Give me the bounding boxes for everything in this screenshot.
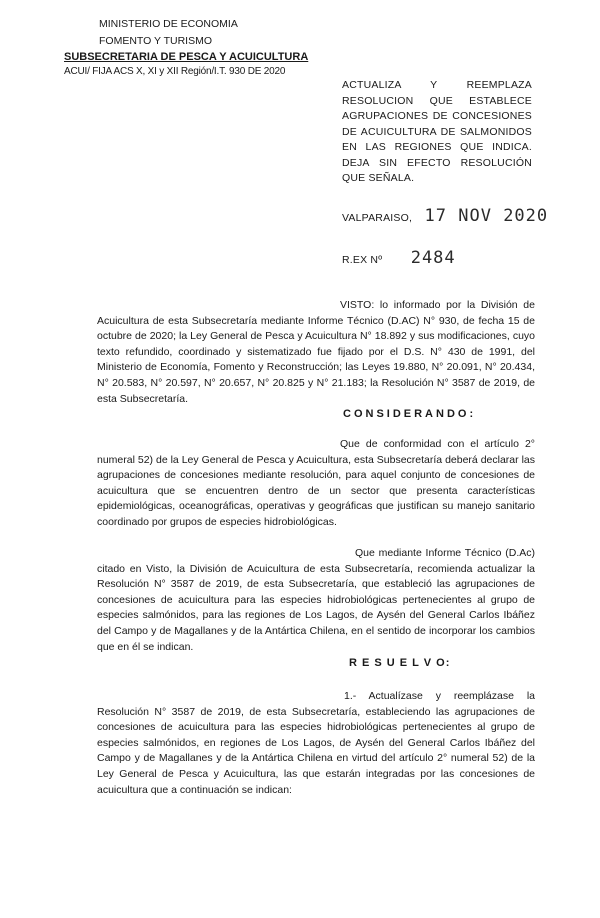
resuelvo-heading: R E S U E L V O:	[349, 657, 451, 669]
document-reference: ACUI/ FIJA ACS X, XI y XII Región/I.T. 930 DE 2020	[64, 66, 286, 77]
considerando-heading: CONSIDERANDO:	[343, 408, 477, 420]
subsecretaria-name: SUBSECRETARIA DE PESCA Y ACUICULTURA	[64, 51, 309, 63]
ministry-name: MINISTERIO DE ECONOMIA	[99, 18, 238, 30]
ministry-subtitle: FOMENTO Y TURISMO	[99, 35, 212, 47]
resolution-title: ACTUALIZA Y REEMPLAZA RESOLUCION QUE ESTABLECE AGRUPACIONES DE CONCESIONES DE ACUICULTURA DE SALMONIDOS EN LAS REGIONES QUE INDICA. DEJA SIN EFECTO RESOLUCIÓN QUE SEÑALA.	[342, 79, 532, 184]
resuelvo-item-1: 1.- Actualízase y reemplázase la Resolución N° 3587 de 2019, de esta Subsecretaría, estableciendo las agrupaciones de concesiones de acuicultura para las especies hidrobiológicas pertenecientes al grupo de especies salmónidos, en regiones de Los Lagos, de Aysén del General Carlos Ibáñez del Campo y de Magallanes y de la Antártica Chilena en virtud del artículo 2° numeral 52) de la Ley General de Pesca y Acuicultura, las que estarán integradas por las concesiones de acuicultura que a continuación se indican:	[97, 690, 535, 796]
rex-label: R.EX Nº	[342, 254, 383, 266]
rex-number: 2484	[410, 248, 456, 268]
considerando-paragraph-1: Que de conformidad con el artículo 2° numeral 52) de la Ley General de Pesca y Acuicultura, esta Subsecretaría deberá declarar las agrupaciones de concesiones mediante resolución, para aquel conjunto de concesiones de acuicultura que se encuentren dentro de un sector que presenta características epidemiológicas, oceanográficas, operativas y geográficas que justifican su manejo sanitario coordinado por grupos de especies hidrobiológicas.	[97, 438, 535, 528]
considerando-paragraph-2: Que mediante Informe Técnico (D.Ac) citado en Visto, la División de Acuicultura de esta Subsecretaría, recomienda actualizar la Resolución N° 3587 de 2019, de esta Subsecretaría, que estableció las agrupaciones de concesiones de acuicultura para las especies hidrobiológicas pertenecientes al grupo de especies salmónidos, para las regiones de Los Lagos, de Aysén del General Carlos Ibáñez del Campo y de Magallanes y de la Antártica Chilena, en el sentido de incorporar los cambios que en él se indican.	[97, 547, 535, 653]
date-line	[342, 206, 548, 226]
visto-text: lo informado por la División de Acuicultura de esta Subsecretaría mediante Informe Técnico (D.AC) N° 930, de fecha 15 de octubre de 2020; la Ley General de Pesca y Acuicultura N° 18.892 y sus modificaciones, cuyo texto refundido, coordinado y sistematizado fue fijado por el D.S. N° 430 de 1991, del Ministerio de Economía, Fomento y Reconstrucción; las Leyes 19.880, N° 20.091, N° 20.434, N° 20.583, N° 20.597, N° 20.657, N° 20.825 y N° 21.183; la Resolución N° 3587 de 2019, de esta Subsecretaría.	[97, 299, 535, 405]
visto-paragraph	[97, 298, 535, 407]
place-label: VALPARAISO,	[342, 212, 413, 224]
visto-lead: VISTO:	[340, 299, 375, 311]
rex-line	[342, 248, 456, 268]
date-stamp: 17 NOV 2020	[424, 206, 549, 226]
